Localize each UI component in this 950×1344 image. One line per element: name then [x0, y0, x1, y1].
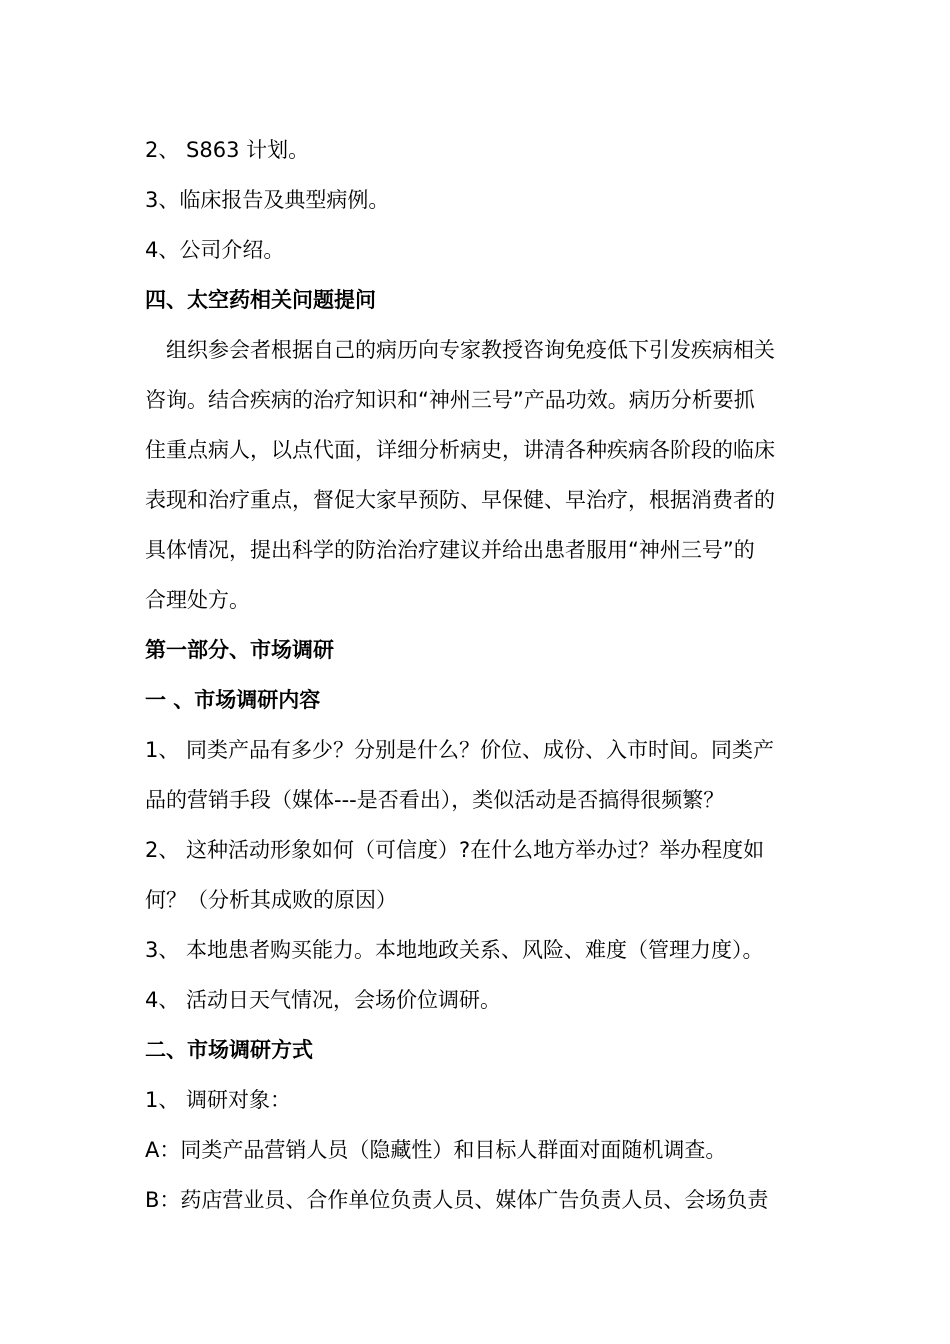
list-item-target-a: A：同类产品营销人员（隐藏性）和目标人群面对面随机调查。 [145, 1138, 727, 1162]
list-item-purchasing-power: 3、 本地患者购买能力。本地地政关系、风险、难度（管理力度）。 [145, 938, 764, 962]
list-item-activity-image: 2、 这种活动形象如何（可信度）?在什么地方举办过？举办程度如 [145, 838, 765, 862]
list-item-research-target: 1、 调研对象： [145, 1088, 292, 1112]
list-item-s863: 2、 S863 计划。 [145, 138, 310, 162]
paragraph-line: 组织参会者根据自己的病历向专家教授咨询免疫低下引发疾病相关 [145, 338, 775, 362]
paragraph-line: 具体情况，提出科学的防治治疗建议并给出患者服用“神州三号”的 [145, 538, 755, 562]
list-item-similar-products: 1、 同类产品有多少？分别是什么？价位、成份、入市时间。同类产 [145, 738, 775, 762]
section-heading-research-method: 二、市场调研方式 [145, 1038, 313, 1062]
paragraph-line: 表现和治疗重点，督促大家早预防、早保健、早治疗，根据消费者的 [145, 488, 775, 512]
list-item-weather: 4、 活动日天气情况，会场价位调研。 [145, 988, 502, 1012]
list-item-company-intro: 4、公司介绍。 [145, 238, 285, 262]
list-item-continuation: 何？（分析其成败的原因） [145, 888, 397, 912]
list-item-continuation: 品的营销手段（媒体---是否看出），类似活动是否搞得很频繁？ [145, 788, 725, 812]
list-item-clinical-report: 3、临床报告及典型病例。 [145, 188, 390, 212]
paragraph-line: 合理处方。 [145, 588, 250, 612]
paragraph-line: 住重点病人，以点代面，详细分析病史，讲清各种疾病各阶段的临床 [145, 438, 775, 462]
section-heading-research-content: 一 、市场调研内容 [145, 688, 321, 712]
part-heading-market-research: 第一部分、市场调研 [145, 638, 334, 662]
paragraph-line: 咨询。结合疾病的治疗知识和“神州三号”产品功效。病历分析要抓 [145, 388, 755, 412]
section-heading-questions: 四、太空药相关问题提问 [145, 288, 376, 312]
list-item-target-b: B：药店营业员、合作单位负责人员、媒体广告负责人员、会场负责 [145, 1188, 769, 1212]
